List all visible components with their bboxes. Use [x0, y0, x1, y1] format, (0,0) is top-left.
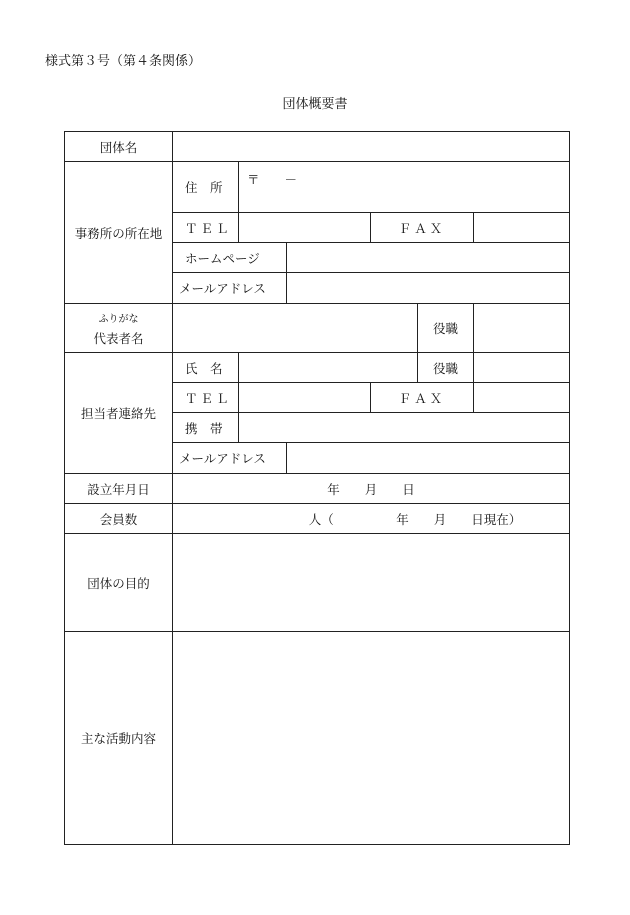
members-row — [65, 504, 570, 534]
form-number: 様式第３号（第４条関係） — [45, 54, 202, 69]
office-fax-label: ＦＡＸ — [371, 213, 474, 243]
office-fax-field[interactable] — [474, 213, 570, 243]
contact-person-label: 担当者連絡先 — [65, 353, 173, 474]
representative-label: 代表者名 — [93, 330, 144, 346]
office-address-label: 住 所 — [173, 162, 239, 213]
representative-position-field[interactable] — [474, 304, 570, 353]
group-name-label: 団体名 — [65, 132, 173, 162]
contact-email-field[interactable] — [287, 443, 570, 474]
purpose-row — [65, 534, 570, 632]
contact-position-label: 役職 — [418, 353, 474, 383]
representative-row — [65, 304, 570, 353]
members-field[interactable] — [173, 504, 570, 534]
office-tel-label: ＴＥＬ — [173, 213, 239, 243]
contact-name-row — [65, 353, 570, 383]
activities-row — [65, 632, 570, 845]
established-row — [65, 474, 570, 504]
members-label: 会員数 — [65, 504, 173, 534]
group-overview-form — [64, 131, 570, 845]
established-date-template: 年 月 日 — [327, 481, 415, 497]
office-tel-field[interactable] — [239, 213, 371, 243]
representative-name-field[interactable] — [173, 304, 418, 353]
purpose-label: 団体の目的 — [65, 534, 173, 632]
contact-tel-field[interactable] — [239, 383, 371, 413]
office-homepage-label: ホームページ — [173, 243, 287, 273]
postal-code-mark: 〒 － — [247, 172, 298, 187]
contact-mobile-field[interactable] — [239, 413, 570, 443]
contact-fax-label: ＦＡＸ — [371, 383, 474, 413]
office-address-field[interactable] — [239, 162, 570, 213]
contact-name-field[interactable] — [239, 353, 418, 383]
established-field[interactable] — [173, 474, 570, 504]
office-homepage-field[interactable] — [287, 243, 570, 273]
activities-field[interactable] — [173, 632, 570, 845]
contact-position-field[interactable] — [474, 353, 570, 383]
contact-tel-label: ＴＥＬ — [173, 383, 239, 413]
furigana-label: ふりがな — [98, 313, 139, 325]
document-title: 団体概要書 — [282, 97, 348, 112]
contact-name-label: 氏 名 — [173, 353, 239, 383]
contact-email-label: メールアドレス — [173, 443, 287, 474]
established-label: 設立年月日 — [65, 474, 173, 504]
group-name-field[interactable] — [173, 132, 570, 162]
office-email-label: メールアドレス — [173, 273, 287, 304]
office-email-field[interactable] — [287, 273, 570, 304]
representative-position-label: 役職 — [418, 304, 474, 353]
contact-mobile-label: 携 帯 — [173, 413, 239, 443]
office-address-row — [65, 162, 570, 213]
purpose-field[interactable] — [173, 534, 570, 632]
office-location-label: 事務所の所在地 — [65, 162, 173, 304]
group-name-row — [65, 132, 570, 162]
representative-label-cell — [65, 304, 173, 353]
members-count-template: 人（ 年 月 日現在） — [308, 511, 522, 527]
activities-label: 主な活動内容 — [65, 632, 173, 845]
contact-fax-field[interactable] — [474, 383, 570, 413]
